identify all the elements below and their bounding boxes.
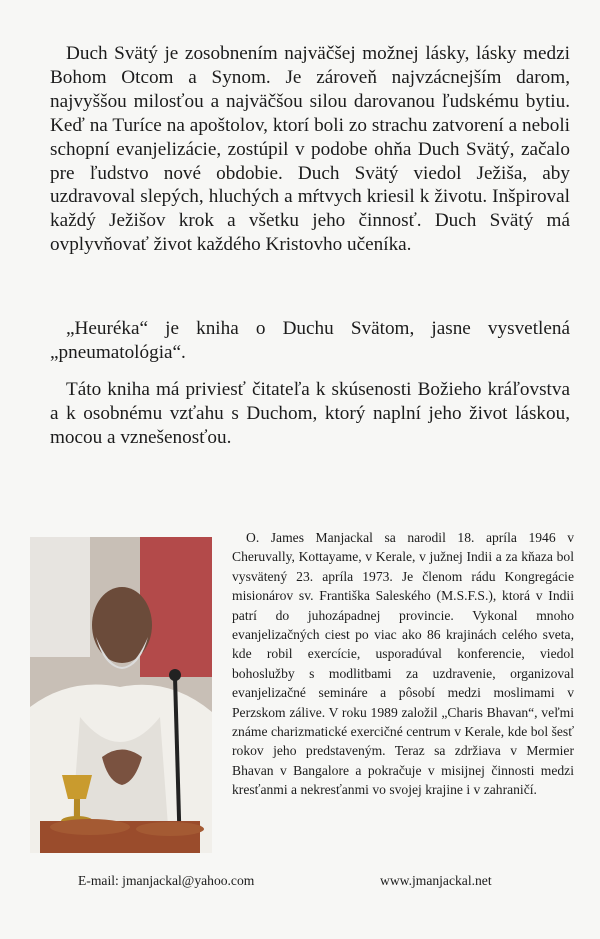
book-description-paragraph: „Heuréka“ je kniha o Duchu Svätom, jasne vysvetlená „pneumatológia“. <box>50 318 570 363</box>
website-text: www.jmanjackal.net <box>380 873 492 888</box>
book-purpose-paragraph: Táto kniha má priviesť čitateľa k skúsenosti Božieho kráľovstva a k osobnému vzťahu s Duchom, ktorý naplní jeho život láskou, mocou a vznešenosťou. <box>50 379 570 448</box>
email-text: E-mail: jmanjackal@yahoo.com <box>78 873 255 888</box>
author-bio: O. James Manjackal sa narodil 18. apríla 1946 v Cheruvally, Kottayame, v Kerale, v južnej Indii a za kňaza bol vysvätený 23. apríla 1973. Je členom rádu Kongregácie misionárov sv. Františka Saleského (M.S.F.S.), ktorá v Indii patrí do juhozápadnej provincie. Vykonal mnoho evanjelizačných ciest po viac ako 86 krajinách celého sveta, kde robil exercície, usporadúval konferencie, viedol bohoslužby s modlitbami za uzdravenie, organizoval evanjelizačné semináre a pôsobí medzi moslimami v Perzskom zálive. V roku 1989 založil „Charis Bhavan“, veľmi známe charizmatické exercičné centrum v Kerale, kde bol šesť rokov jeho predstaveným. Teraz sa zdržiava v Mermier Bhavan v Bangalore a pokračuje v misijnej činnosti medzi kresťanmi a nekresťanmi vo svojej krajine i v zahraničí. <box>232 530 574 798</box>
author-photo <box>30 537 212 853</box>
intro-paragraph: Duch Svätý je zosobnením najväčšej možnej lásky, lásky medzi Bohom Otcom a Synom. Je zároveň najvzácnejším darom, najvyššou milosťou a najväčšou silou darovanou ľudskému bytiu. Keď na Turíce na apoštolov, ktorí boli zo strachu zatvorení a neboli schopní evanjelizácie, zostúpil v podobe ohňa Duch Svätý, začalo pre ľudstvo nové obdobie. Duch Svätý viedol Ježiša, aby uzdravoval slepých, hluchých a mŕtvych kriesil k životu. Inšpiroval každý Ježišov krok a všetku jeho činnosť. Duch Svätý má ovplyvňovať život každého Kristovho učeníka. <box>50 43 570 256</box>
